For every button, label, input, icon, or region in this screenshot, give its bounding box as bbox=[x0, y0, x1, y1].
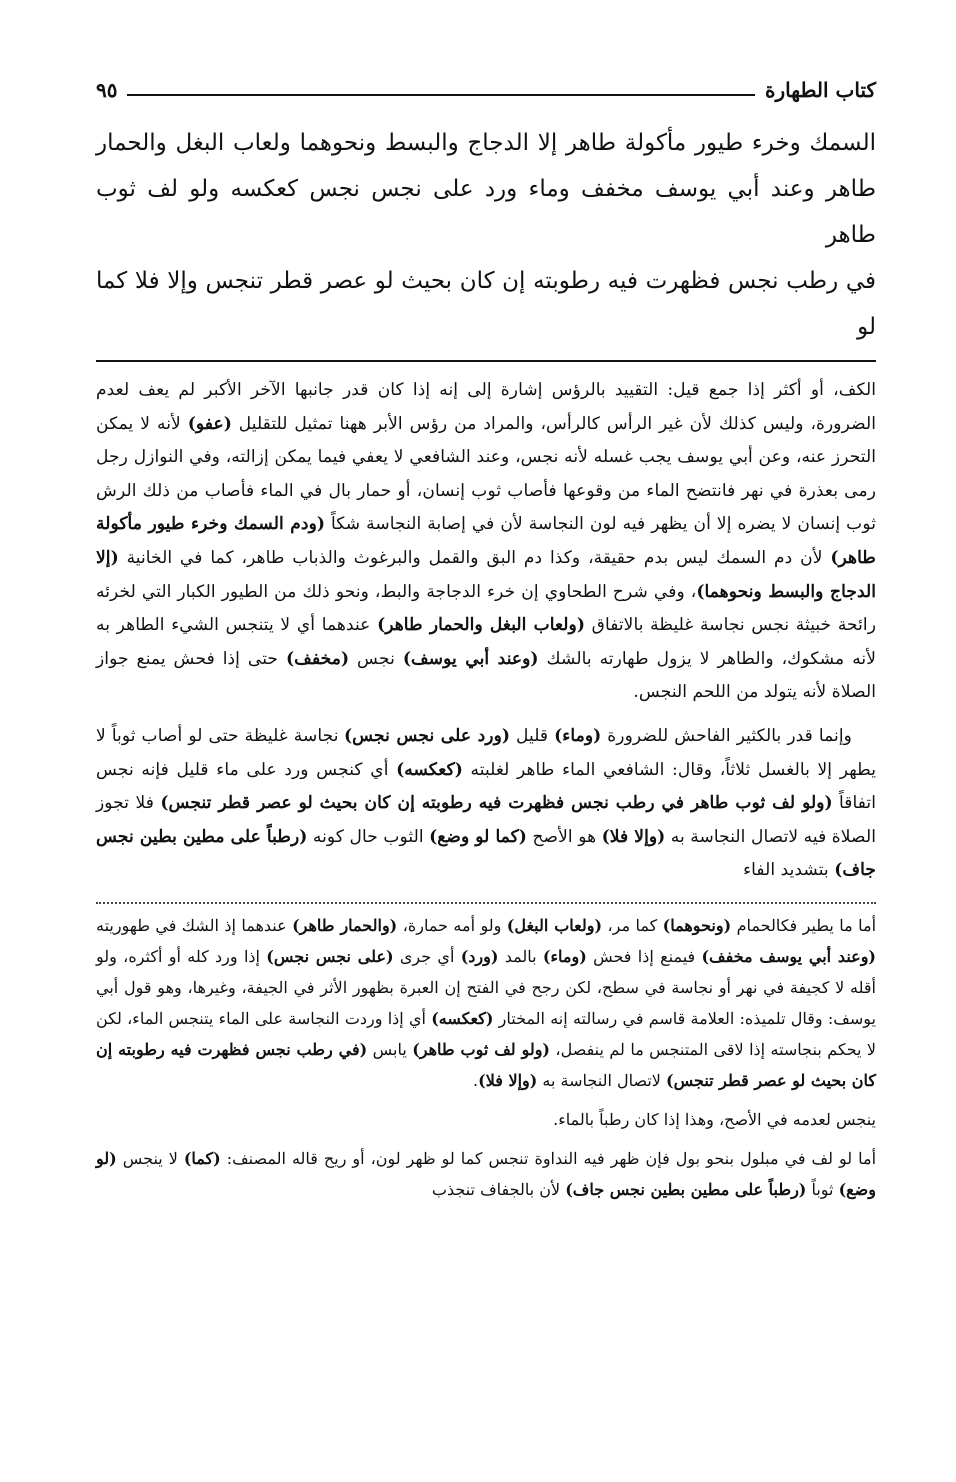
footnote-text: عندهما إذ الشك في طهوريته bbox=[96, 915, 293, 935]
quoted-matn: (وإلا فلا) bbox=[478, 1070, 538, 1090]
footnote-text: يابس bbox=[367, 1039, 413, 1059]
footnote-paragraph: ينجس لعدمه في الأصح، وهذا إذا كان رطباً بالماء. bbox=[553, 1109, 876, 1129]
quoted-matn: (كعكسه) bbox=[396, 759, 463, 780]
footnote-text: . bbox=[473, 1070, 479, 1090]
quoted-matn: (ولعاب البغل والحمار طاهر) bbox=[377, 615, 585, 636]
quoted-matn: (والحمار طاهر) bbox=[292, 915, 398, 935]
quoted-matn: (وماء) bbox=[542, 946, 587, 966]
main-text-line: طاهر وعند أبي يوسف مخفف وماء ورد على نجس نجس كعكسه ولو لف ثوب طاهر bbox=[96, 176, 876, 248]
quoted-matn: (ودم السمك وخرء طيور مأكولة طاهر) bbox=[96, 514, 876, 568]
footnote-text: إذا ورد كله أو أكثره، ولو أقله لا كجيفة في نهر أو نجاسة في سطح، لكن رجح في الفتح إن العبرة بظهور الأثر في الجيفة، وغيرها، وهو قول أبي يوسف: وقال تلميذه: العلامة قاسم في رسالته إنه المختار bbox=[96, 946, 876, 1028]
footnote-text: أي جرى bbox=[393, 946, 461, 966]
quoted-matn: (ورد) bbox=[460, 946, 499, 966]
footnote-text: بالمد bbox=[498, 946, 543, 966]
quoted-matn: (في رطب نجس فظهرت فيه رطوبته إن كان بحيث لو عصر قطر تنجس) bbox=[96, 1039, 876, 1090]
commentary-text: بتشديد الفاء bbox=[743, 860, 835, 881]
quoted-matn: (وماء) bbox=[554, 725, 602, 746]
footnote-paragraph bbox=[96, 1143, 876, 1205]
main-text-line: في رطب نجس فظهرت فيه رطوبته إن كان بحيث لو عصر قطر تنجس وإلا فلا كما لو bbox=[96, 268, 876, 340]
footnote-text: أما ما يطير فكالحمام bbox=[731, 915, 877, 935]
footnote-text: ولو أمه حمارة، bbox=[397, 915, 507, 935]
quoted-matn: (على نجس نجس) bbox=[266, 946, 394, 966]
footnote-text: لأن بالجفاف تنجذب bbox=[431, 1179, 566, 1199]
commentary-text: ، وفي شرح الطحاوي إن خرء الدجاجة والبط، ونحو ذلك من الطيور الكبار التي لخرئه رائحة خبيثة نجس نجاسة غليظة بالاتفاق bbox=[96, 581, 877, 636]
footnote-divider bbox=[96, 898, 876, 904]
quoted-matn: (كما لو وضع) bbox=[429, 826, 527, 847]
commentary-paragraph bbox=[96, 374, 876, 710]
quoted-matn: (كما) bbox=[183, 1148, 221, 1168]
commentary-text: نجاسة غليظة حتى لو أصاب ثوباً لا يطهر إلا بالغسل ثلاثاً، وقال: الشافعي الماء طاهر لغلبته bbox=[96, 725, 877, 780]
quoted-matn: (وعند أبي يوسف) bbox=[402, 648, 539, 669]
quoted-matn: (مخفف) bbox=[286, 648, 350, 669]
quoted-matn: (ولو لف ثوب طاهر في رطب نجس فظهرت فيه رطوبته إن كان بحيث لو عصر قطر تنجس) bbox=[160, 793, 833, 814]
quoted-matn: (رطباً على مطين بطين نجس جاف) bbox=[565, 1179, 807, 1199]
commentary-paragraph bbox=[96, 720, 876, 888]
commentary-text: نجس bbox=[349, 648, 403, 669]
commentary bbox=[96, 374, 876, 888]
footnotes bbox=[96, 910, 876, 1205]
quoted-matn: (إلا الدجاج والبسط ونحوهما) bbox=[96, 547, 877, 602]
commentary-text: لأنه لا يمكن التحرز عنه، وعن أبي يوسف يجب غسله لأنه نجس، وعند الشافعي لا يعفي فيما يمكن إزالته، وفي النوازل رجل رمى بعذرة في نهر فانتضح الماء من وقوعها فأصاب ثوب إنسان، أو حمار بال في الماء فأصاب من ذلك الرش ثوب إنسان لا يضره إلا أن يظهر فيه لون النجاسة لأن في إصابة النجاسة شكاً bbox=[96, 413, 876, 535]
quoted-matn: (عفو) bbox=[187, 413, 232, 434]
footnote-text: أما لو لف في مبلول بنحو بول فإن ظهر فيه النداوة تنجس كما لو ظهر لون، أو ريح قاله المصنف: bbox=[220, 1148, 877, 1168]
quoted-matn: (لو وضع) bbox=[96, 1148, 876, 1199]
main-text bbox=[96, 120, 876, 350]
commentary-text: الكف، أو أكثر إذا جمع قيل: التقييد بالرؤس إشارة إلى إنه إذا كان قدر جانبها الآخر الأكبر لم يعف لعدم الضرورة، وليس كذلك لأن غير الرأس كالرأس، والمراد من رؤس الأبر ههنا تمثيل للتقليل bbox=[96, 380, 876, 434]
page-number: ٩٥ bbox=[96, 78, 118, 102]
quoted-matn: (رطباً على مطين بطين نجس جاف) bbox=[96, 826, 876, 881]
commentary-text: أي كنجس ورد على ماء قليل فإنه نجس اتفاقاً bbox=[96, 759, 876, 814]
quoted-matn: (ولو لف ثوب طاهر) bbox=[412, 1039, 551, 1059]
chapter-title: كتاب الطهارة bbox=[765, 78, 876, 102]
commentary-divider bbox=[96, 360, 876, 362]
running-header bbox=[96, 70, 876, 110]
commentary-text: وإنما قدر بالكثير الفاحش للضرورة bbox=[601, 725, 852, 746]
footnote-text: ثوباً bbox=[806, 1179, 839, 1199]
commentary-text: لأن دم السمك ليس بدم حقيقة، وكذا دم البق والقمل والبرغوث والذباب طاهر، كما في الخانية bbox=[118, 547, 831, 568]
quoted-matn: (كعكسه) bbox=[431, 1008, 494, 1028]
quoted-matn: (ولعاب البغل) bbox=[506, 915, 603, 935]
quoted-matn: (وعند أبي يوسف مخفف) bbox=[701, 946, 876, 966]
quoted-matn: (وإلا فلا) bbox=[601, 826, 666, 847]
footnote-paragraph bbox=[96, 910, 876, 1096]
footnote-text: كما مر، bbox=[602, 915, 663, 935]
footnote-text: لاتصال النجاسة به bbox=[537, 1070, 667, 1090]
commentary-text: فلا تجوز الصلاة فيه لاتصال النجاسة به bbox=[96, 793, 876, 847]
book-page bbox=[96, 70, 876, 1213]
commentary-text: الثوب حال كونه bbox=[307, 826, 430, 847]
commentary-text: عندهما أي لا يتنجس الشيء الطاهر به لأنه مشكوك، والطاهر لا يزول طهارته بالشك bbox=[96, 615, 877, 669]
footnote-text: لا ينجس bbox=[116, 1148, 184, 1168]
commentary-text: قليل bbox=[510, 725, 555, 746]
header-rule bbox=[127, 84, 755, 96]
footnote-text: أي إذا وردت النجاسة على الماء يتنجس الماء، لكن لا يحكم بنجاسته إذا لاقى المتنجس ما لم ينفصل، bbox=[96, 1008, 877, 1059]
commentary-text: هو الأصح bbox=[526, 826, 602, 847]
main-text-line: السمك وخرء طيور مأكولة طاهر إلا الدجاج والبسط ونحوهما ولعاب البغل والحمار bbox=[96, 130, 876, 156]
quoted-matn: (ونحوهما) bbox=[662, 915, 732, 935]
quoted-matn: (ورد على نجس نجس) bbox=[344, 725, 510, 746]
commentary-text: حتى إذا فحش يمنع جواز الصلاة لأنه يتولد من اللحم النجس. bbox=[96, 648, 876, 703]
footnote-text: فيمنع إذا فحش bbox=[586, 946, 702, 966]
